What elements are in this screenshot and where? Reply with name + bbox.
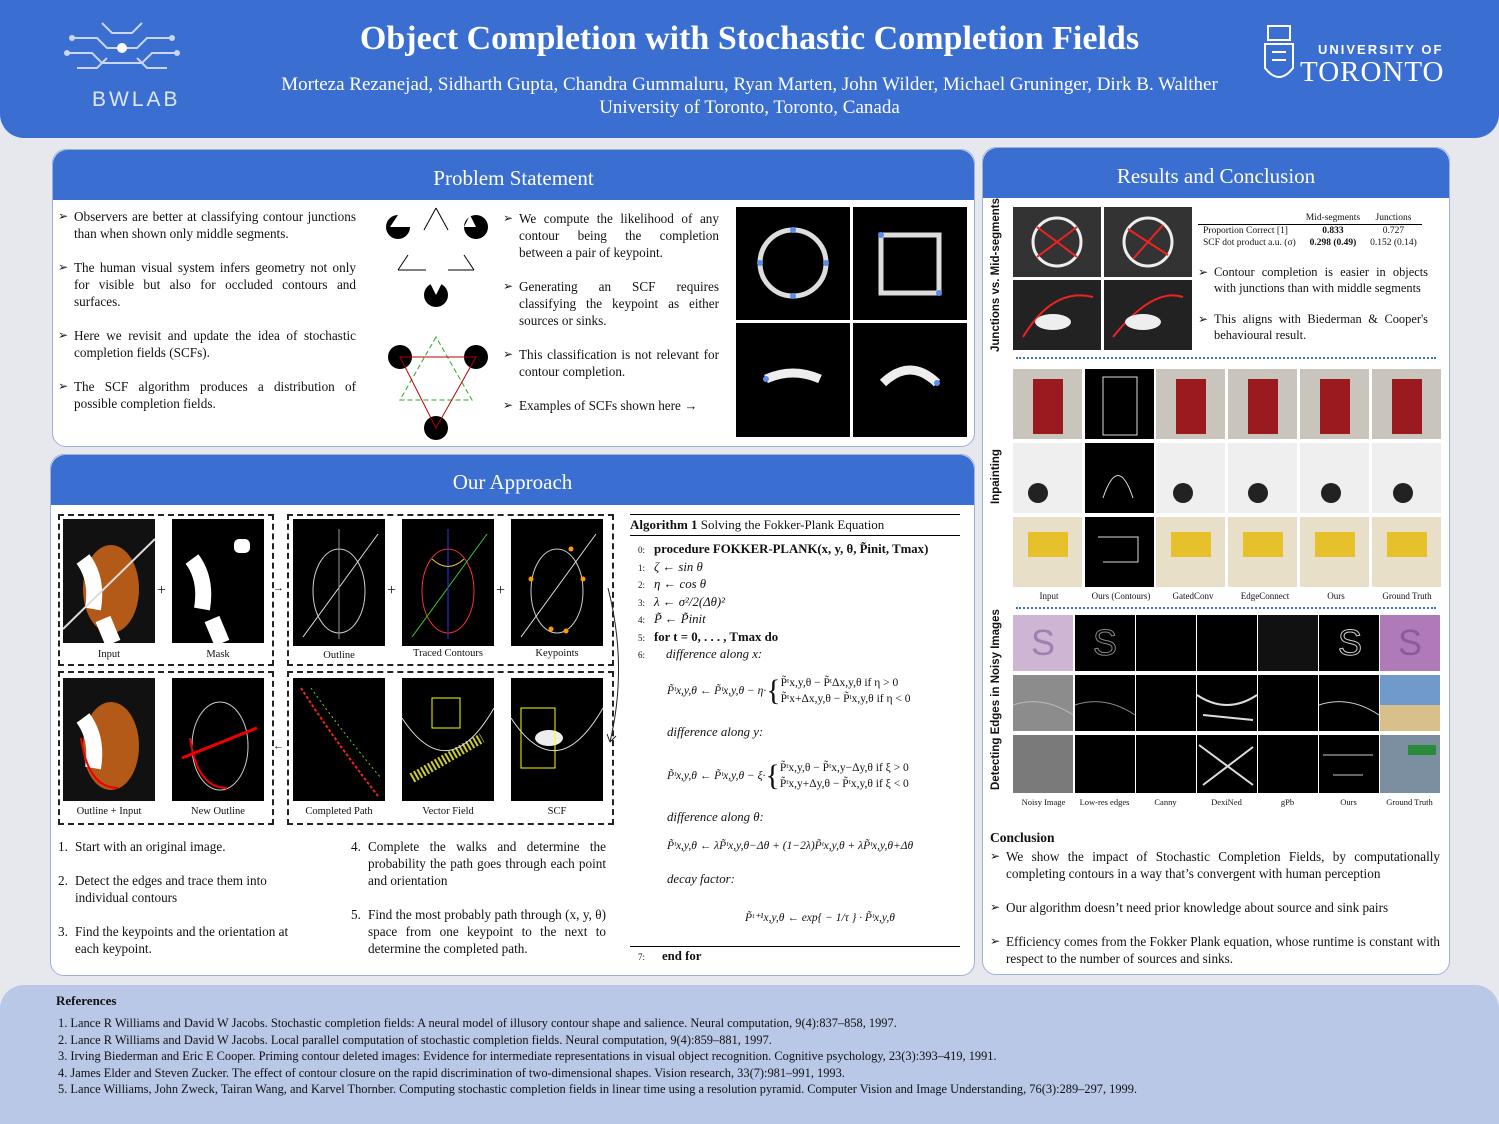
- step-item: [58, 838, 313, 855]
- caption: gPb: [1280, 797, 1295, 807]
- affiliation: University of Toronto, Toronto, Canada: [599, 97, 900, 118]
- caption: Ours: [1340, 797, 1357, 807]
- diff-y-label: [667, 725, 763, 740]
- caption: Ours: [1327, 591, 1345, 601]
- svg-text:S: S: [1338, 622, 1363, 663]
- references-list: [58, 1015, 1478, 1098]
- problem-right-bullets: [503, 210, 719, 431]
- conclusion-title: Conclusion: [990, 830, 1055, 845]
- caption: Outline + Input: [76, 806, 142, 817]
- reference-item: 5. Lance Williams, John Zweck, Tairan Wang, and Karvel Thornber. Computing stochastic completion fields in linear time using a resolution pyramid. Computer Vision and Image Understanding, 76(3):289–297, 1999.: [58, 1082, 1138, 1096]
- table-row: [1198, 237, 1422, 249]
- authors: Morteza Rezanejad, Sidharth Gupta, Chandra Gummaluru, Ryan Marten, John Wilder, Michael Gruninger, Dirk B. Walther: [281, 74, 1218, 95]
- line-text: η ← cos θ: [654, 577, 707, 591]
- step-text: Detect the edges and trace them into individual contours: [75, 873, 267, 905]
- university-line2: TORONTO: [1300, 56, 1445, 88]
- step-text: Complete the walks and determine the probability the path goes through each point and orientation: [368, 839, 606, 888]
- noisy-captions: [1013, 797, 1443, 807]
- lab-logo-text: BWLAB: [92, 88, 181, 111]
- equation-theta: [667, 840, 967, 852]
- eq-decay-text: P̃ᵗ⁺¹x,y,θ ← exp{ − 1/τ } · P̃ᵗx,y,θ: [745, 912, 895, 924]
- line-text: P̃ ← P̃init: [654, 612, 706, 626]
- caption: SCF: [547, 806, 567, 817]
- steps-left: [58, 838, 313, 957]
- caption: Input: [1039, 591, 1059, 601]
- kanizsa-illusion-figure: [378, 200, 498, 440]
- reference-item: 1. Lance R Williams and David W Jacobs. Stochastic completion fields: A neural model of illusory contour shape and salience. Neural computation, 9(4):837–858, 1997.: [58, 1016, 897, 1030]
- results-table: [1198, 212, 1422, 249]
- bullet: ➢ Observers are better at classifying contour junctions than when shown only middle segments.: [58, 208, 356, 242]
- bullet: ➢ We show the impact of Stochastic Completion Fields, by computationally completing contours in a way that’s convergent with human perception: [990, 848, 1440, 882]
- table-cell: 0.298 (0.49): [1309, 238, 1357, 248]
- caption: Mask: [206, 649, 230, 660]
- caption: Noisy Image: [1021, 797, 1066, 807]
- line-text: difference along x:: [666, 647, 763, 661]
- bullet: ➢ Efficiency comes from the Fokker Plank equation, whose runtime is constant with respect to the number of sources and sinks.: [990, 933, 1440, 967]
- caption: Canny: [1154, 797, 1177, 807]
- plus-sign: +: [157, 582, 167, 599]
- bullet: ➢ Examples of SCFs shown here →: [503, 397, 719, 414]
- new-outline-image: [172, 678, 264, 801]
- line-num: 6:: [638, 650, 646, 660]
- approach-title: Our Approach: [51, 455, 974, 505]
- bullet: ➢ This classification is not relevant for contour completion.: [503, 346, 719, 380]
- table-header: Junctions: [1375, 213, 1412, 223]
- table-cell: 0.152 (0.14): [1370, 238, 1417, 248]
- keypoints-image: [511, 519, 603, 646]
- uoft-crest-icon: [1262, 24, 1296, 90]
- line-text: λ ← σ²/2(Δθ)²: [654, 594, 725, 609]
- line-num: 1:: [638, 562, 646, 573]
- diff-theta-text: difference along θ:: [667, 810, 764, 824]
- references-title: References: [56, 993, 117, 1008]
- eq-case: P̃ᵗx+Δx,y,θ − P̃ᵗx,y,θ if η < 0: [780, 693, 911, 705]
- table-header: [1198, 212, 1301, 225]
- bullet: ➢ Our algorithm doesn’t need prior knowledge about source and sink pairs: [990, 899, 1440, 916]
- caption: Ground Truth: [1386, 797, 1433, 807]
- completed-path-image: [293, 678, 385, 801]
- caption: Completed Path: [305, 806, 373, 817]
- traced-contours-image: [402, 519, 494, 646]
- table-row: [1198, 225, 1422, 238]
- section-divider: [1016, 357, 1436, 359]
- plus-sign: +: [387, 582, 397, 599]
- step-num: 5.: [351, 907, 361, 922]
- violin-input-image: [63, 519, 155, 643]
- section-label: Detecting Edges in Noisy Images: [990, 609, 1002, 790]
- algorithm-lines: [638, 541, 968, 664]
- section-label: Junctions vs. Mid-segments: [990, 197, 1002, 352]
- alg-line: [638, 541, 968, 559]
- step-item: [351, 838, 606, 889]
- line-num: 2:: [638, 580, 646, 590]
- arrow-icon: →: [273, 582, 284, 594]
- alg-line: [638, 559, 968, 577]
- university-line1: UNIVERSITY OF: [1318, 42, 1444, 57]
- bullet: ➢ The SCF algorithm produces a distribution of possible completion fields.: [58, 378, 356, 412]
- step-num: 2.: [58, 873, 68, 888]
- equation-x: P̃ᵗx,y,θ ← P̃ᵗx,y,θ − η· { P̃ᵗx,y,θ − P̃ᵗΔx,y,θ if η > 0 P̃ᵗx+Δx,y,θ − P̃ᵗx,y,θ if η < 0: [667, 674, 911, 707]
- conclusion-bullets: [990, 848, 1440, 984]
- line-num: 5:: [638, 632, 646, 643]
- decay-text: decay factor:: [667, 872, 735, 886]
- scf-examples-figure: [736, 207, 969, 437]
- caption: DexiNed: [1211, 797, 1242, 807]
- line-text: for t = 0, . . . , Tmax do: [654, 629, 779, 644]
- step-num: 1.: [58, 839, 68, 854]
- mask-image: [172, 519, 264, 643]
- bullet: ➢ Contour completion is easier in objects with junctions than with middle segments: [1198, 264, 1428, 296]
- inpainting-grid-figure: [1013, 369, 1441, 589]
- results-bullets: [1198, 264, 1428, 343]
- reference-item: 3. Irving Biederman and Eric E Cooper. Priming contour deleted images: Evidence for intermediate representations in visual object recognition. Cognitive psychology, 23(3):393–419, 1991.: [58, 1049, 997, 1063]
- step-text: Find the most probably path through (x, y, θ) space from one keypoint to the next to determine the completed path.: [368, 907, 606, 956]
- alg-line: [638, 629, 968, 647]
- step-item: [58, 872, 313, 906]
- step-item: [351, 906, 606, 957]
- steps-right: [351, 838, 606, 957]
- step-num: 3.: [58, 924, 68, 939]
- bullet: ➢ This aligns with Biederman & Cooper's behavioural result.: [1198, 311, 1428, 343]
- decay-label: [667, 872, 735, 887]
- table-header: Mid-segments: [1305, 213, 1361, 223]
- algorithm-header: [630, 514, 960, 536]
- table-cell: 0.727: [1382, 226, 1405, 236]
- equation-decay: [745, 910, 895, 924]
- line-num: 3:: [638, 597, 646, 608]
- equation-y: P̃ᵗx,y,θ ← P̃ᵗx,y,θ − ξ· { P̃ᵗx,y,θ − P̃ᵗx,y−Δy,θ if ξ > 0 P̃ᵗx,y+Δy,θ − P̃ᵗx,y,θ if ξ < 0: [667, 759, 909, 792]
- diff-theta-label: [667, 810, 764, 825]
- junction-vs-midsegment-figure: [1013, 207, 1193, 350]
- caption: Keypoints: [535, 648, 579, 659]
- alg-line: [638, 576, 968, 594]
- vector-field-image: [402, 678, 494, 801]
- poster-title: Object Completion with Stochastic Completion Fields: [359, 20, 1140, 57]
- caption: Outline: [323, 650, 355, 661]
- problem-title: Problem Statement: [53, 150, 974, 200]
- line-num: 7:: [638, 952, 646, 962]
- line-num: 0:: [638, 545, 646, 555]
- noisy-edges-grid-figure: [1013, 615, 1441, 794]
- table-cell: SCF dot product a.u. (σ): [1203, 238, 1296, 248]
- letter-s-glyph: S: [1031, 622, 1056, 663]
- bullet: ➢ We compute the likelihood of any contour being the completion between a pair of keypoint.: [503, 210, 719, 261]
- diff-y-text: difference along y:: [667, 725, 764, 739]
- problem-left-bullets: [58, 208, 356, 429]
- line-text: procedure FOKKER-PLANK(x, y, θ, P̃init, Tmax): [654, 542, 929, 556]
- reference-item: 4. James Elder and Steven Zucker. The effect of contour closure on the rapid discrimination of two-dimensional shapes. Vision research, 33(7):981–991, 1993.: [58, 1065, 845, 1080]
- table-cell: Proportion Correct [1]: [1203, 226, 1288, 236]
- bullet: ➢ The human visual system infers geometry not only for visible but also for occluded contours and surfaces.: [58, 259, 356, 310]
- line-text: end for: [662, 949, 702, 963]
- eq-lhs: P̃ᵗx,y,θ ← P̃ᵗx,y,θ − η·: [667, 685, 767, 697]
- table-header-row: [1198, 212, 1422, 225]
- alg-end-line: [630, 946, 960, 964]
- caption: New Outline: [191, 806, 245, 817]
- caption: Ground Truth: [1382, 591, 1432, 601]
- caption: Traced Contours: [413, 648, 483, 659]
- caption: Input: [97, 649, 121, 660]
- svg-text:S: S: [1093, 622, 1118, 663]
- flow-arrow-icon: [606, 586, 630, 746]
- line-num: 4:: [638, 615, 646, 625]
- results-title: Results and Conclusion: [983, 148, 1449, 198]
- reference-item: 2. Lance R Williams and David W Jacobs. Local parallel computation of stochastic completion fields. Neural computation, 9(4):859–881, 1997.: [58, 1032, 772, 1047]
- scf-image: [511, 678, 603, 801]
- eq-theta-text: P̃ᵗx,y,θ ← λP̃ᵗx,y,θ−Δθ + (1−2λ)P̃ᵗx,y,θ + λP̃ᵗx,y,θ+Δθ: [667, 840, 914, 852]
- bullet: ➢ Generating an SCF requires classifying the keypoint as either sources or sinks.: [503, 278, 719, 329]
- algorithm-title: Solving the Fokker-Plank Equation: [700, 517, 885, 532]
- caption: EdgeConnect: [1240, 591, 1290, 601]
- outline-image: [293, 519, 385, 646]
- caption: Vector Field: [422, 806, 474, 817]
- eq-case: P̃ᵗx,y+Δy,θ − P̃ᵗx,y,θ if ξ < 0: [779, 778, 909, 790]
- step-item: [58, 923, 313, 957]
- line-text: ζ ← sin θ: [654, 559, 703, 574]
- algorithm-label: Algorithm 1: [630, 517, 698, 532]
- caption: Low-res edges: [1079, 797, 1130, 807]
- eq-case: P̃ᵗx,y,θ − P̃ᵗΔx,y,θ if η > 0: [780, 677, 899, 689]
- step-text: Find the keypoints and the orientation at each keypoint.: [75, 924, 289, 956]
- step-num: 4.: [351, 839, 361, 854]
- svg-text:S: S: [1398, 622, 1423, 663]
- section-label: Inpainting: [990, 449, 1002, 504]
- alg-line: [638, 594, 968, 612]
- alg-line: [638, 646, 968, 664]
- eq-case: P̃ᵗx,y,θ − P̃ᵗx,y−Δy,θ if ξ > 0: [779, 762, 909, 774]
- table-cell: 0.833: [1322, 226, 1344, 236]
- outline-input-image: [63, 678, 155, 801]
- section-divider: [1016, 607, 1436, 609]
- alg-line: [638, 611, 968, 629]
- plus-sign: +: [496, 582, 506, 599]
- caption: Ours (Contours): [1091, 591, 1151, 601]
- arrow-icon: ←: [273, 740, 284, 752]
- eq-lhs: P̃ᵗx,y,θ ← P̃ᵗx,y,θ − ξ·: [667, 770, 766, 782]
- caption: GatedConv: [1172, 591, 1214, 601]
- inpaint-captions: [1013, 591, 1443, 601]
- step-text: Start with an original image.: [75, 839, 226, 854]
- bullet: ➢ Here we revisit and update the idea of stochastic completion fields (SCFs).: [58, 327, 356, 361]
